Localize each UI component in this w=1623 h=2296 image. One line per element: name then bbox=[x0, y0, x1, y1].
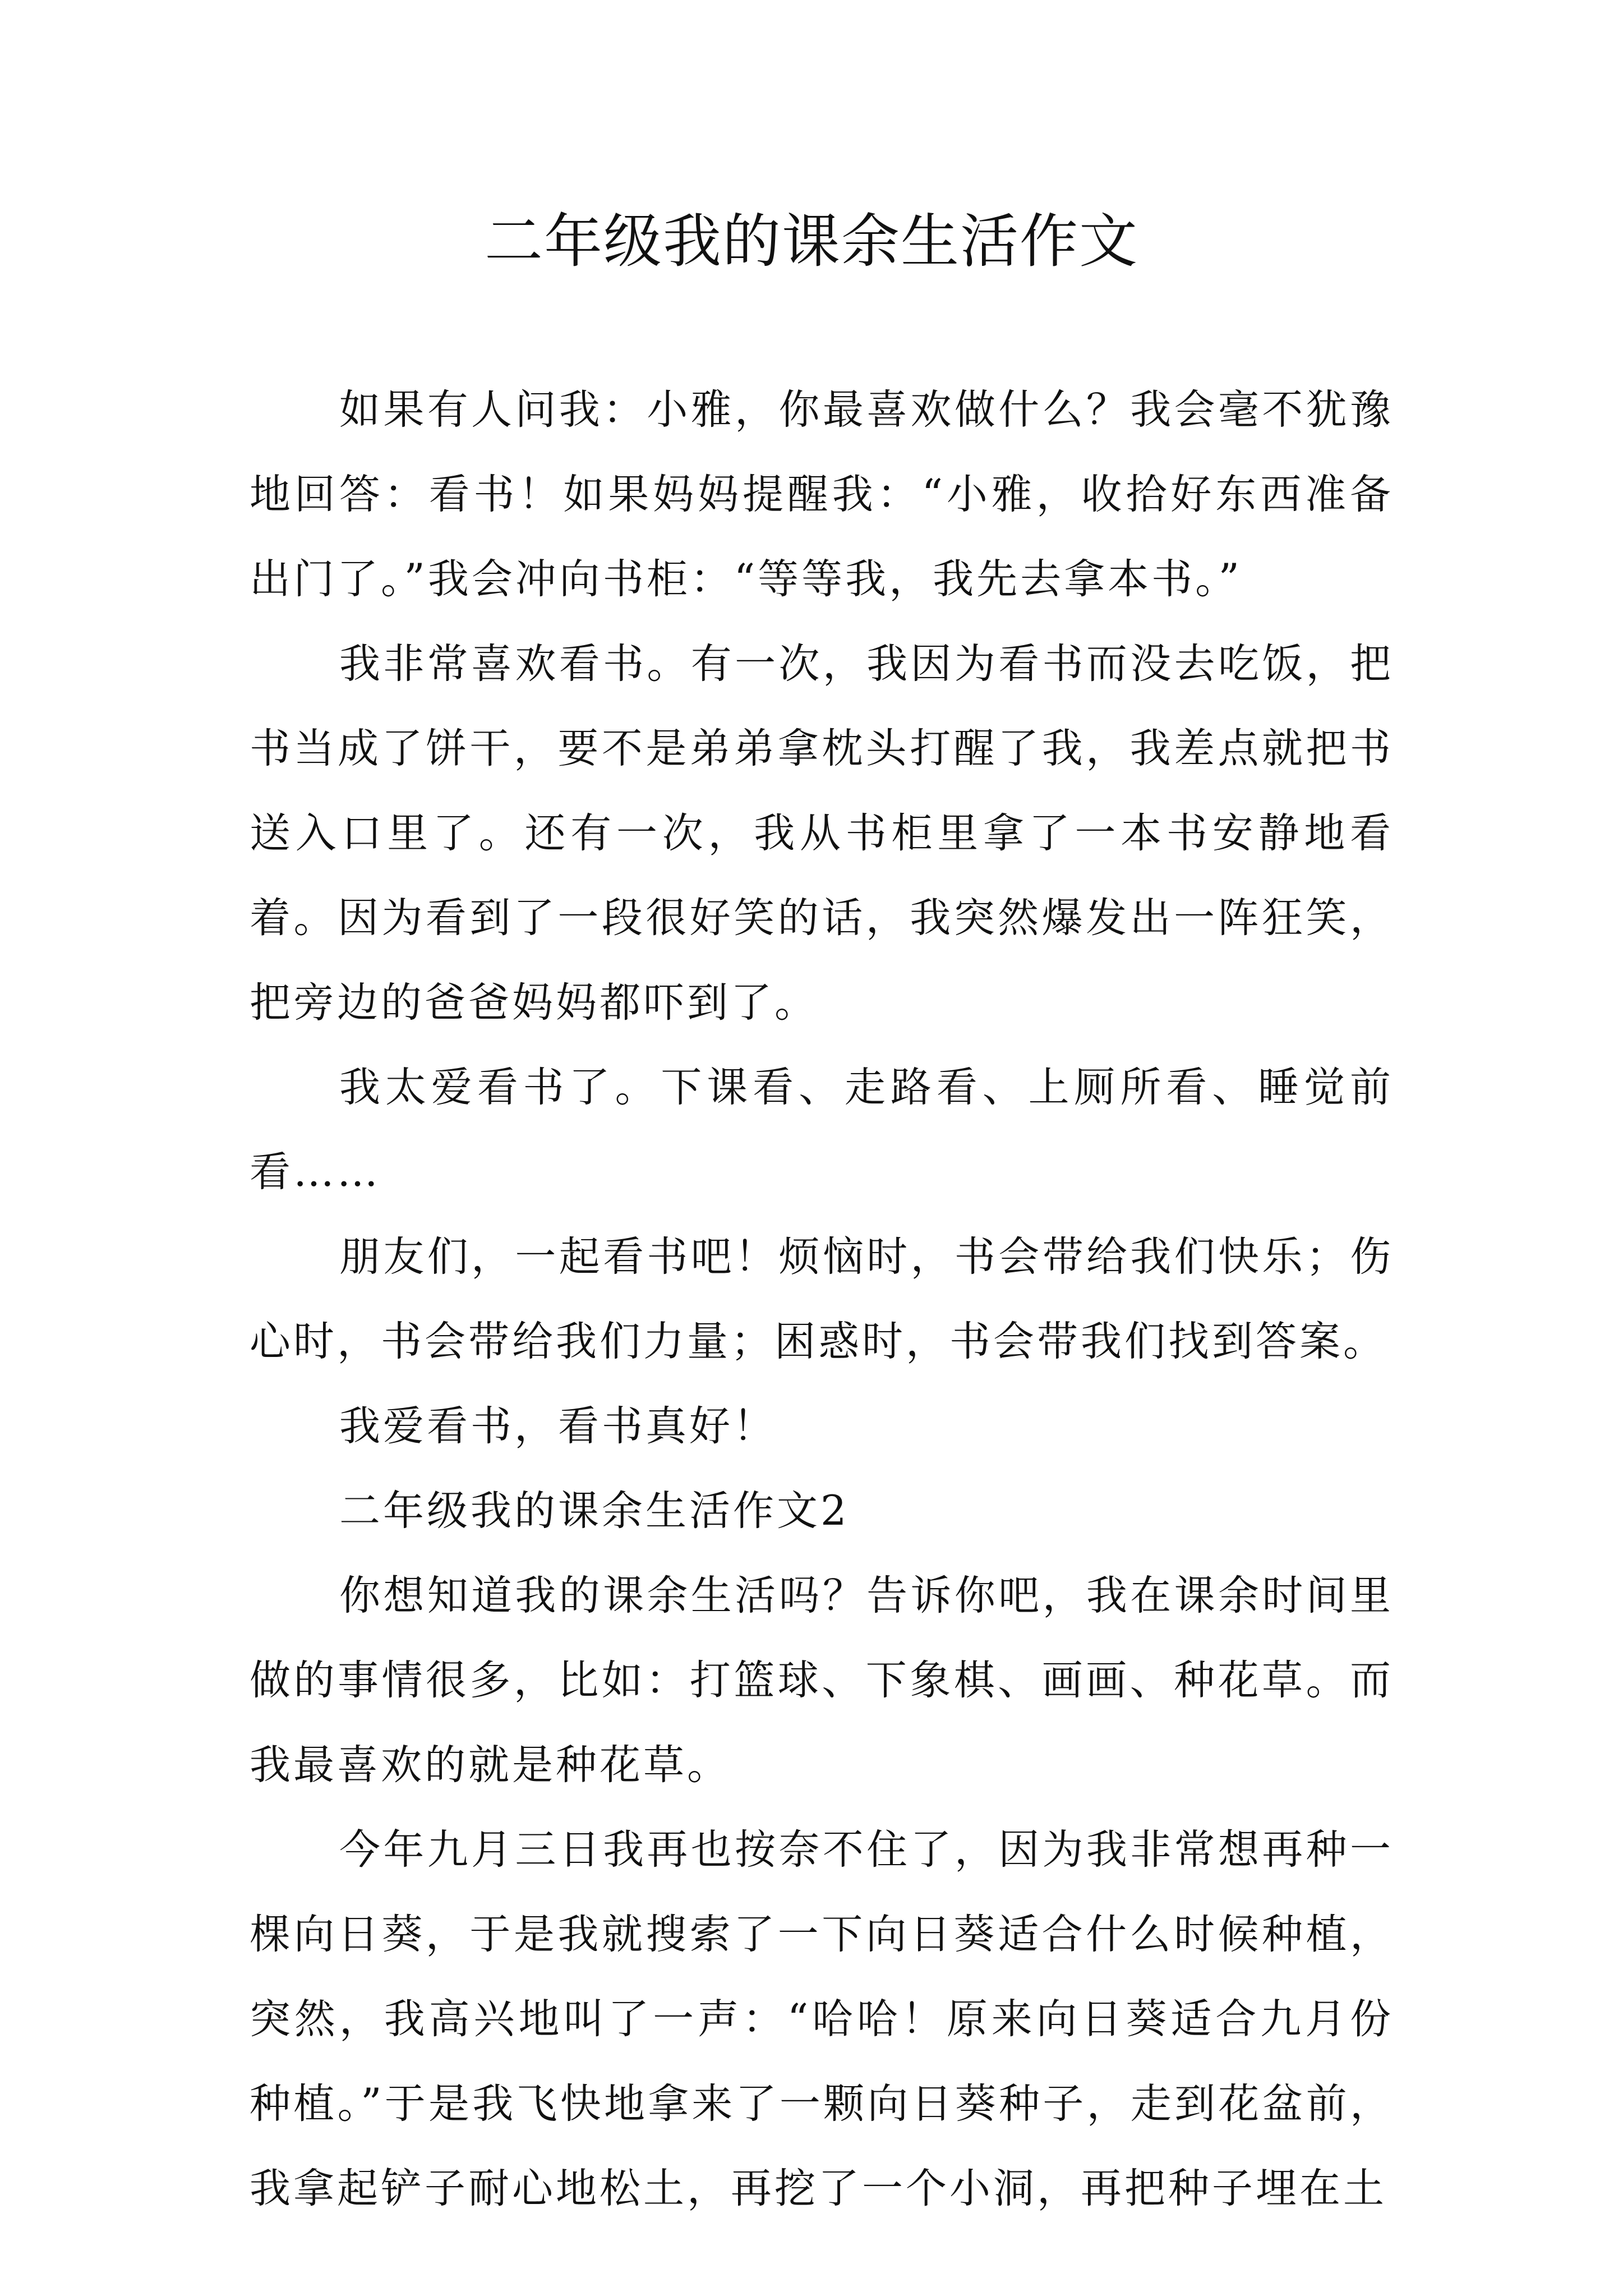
paragraph-2: 我非常喜欢看书。有一次，我因为看书而没去吃饭，把书当成了饼干，要不是弟弟拿枕头打醒了我，我差点就把书送入口里了。还有一次，我从书柜里拿了一本书安静地看着。因为看到了一段很好笑的话，我突然爆发出一阵狂笑，把旁边的爸爸妈妈都吓到了。 bbox=[250, 640, 1394, 1027]
paragraph-4: 朋友们，一起看书吧！烦恼时，书会带给我们快乐；伤心时，书会带给我们力量；困惑时，书会带我们找到答案。 bbox=[250, 1233, 1394, 1365]
article-body bbox=[250, 367, 1394, 2231]
page-title: 二年级我的课余生活作文 bbox=[484, 207, 1138, 275]
paragraph-5: 我爱看书，看书真好！ bbox=[339, 1402, 777, 1450]
paragraph-6: 你想知道我的课余生活吗？告诉你吧，我在课余时间里做的事情很多，比如：打篮球、下象棋、画画、种花草。而我最喜欢的就是种花草。 bbox=[250, 1572, 1394, 1789]
paragraph-1: 如果有人问我：小雅，你最喜欢做什么？我会毫不犹豫地回答：看书！如果妈妈提醒我：“小雅，收拾好东西准备出门了。”我会冲向书柜：“等等我，我先去拿本书。” bbox=[250, 386, 1394, 603]
paragraph-7: 今年九月三日我再也按奈不住了，因为我非常想再种一棵向日葵，于是我就搜索了一下向日葵适合什么时候种植，突然，我高兴地叫了一声：“哈哈！原来向日葵适合九月份种植。”于是我飞快地拿来了一颗向日葵种子，走到花盆前，我拿起铲子耐心地松土，再挖了一个小洞，再把种子埋在土 bbox=[250, 1826, 1394, 2212]
section-heading-2: 二年级我的课余生活作文2 bbox=[339, 1487, 850, 1535]
paragraph-3: 我太爱看书了。下课看、走路看、上厕所看、睡觉前看…… bbox=[250, 1064, 1394, 1196]
